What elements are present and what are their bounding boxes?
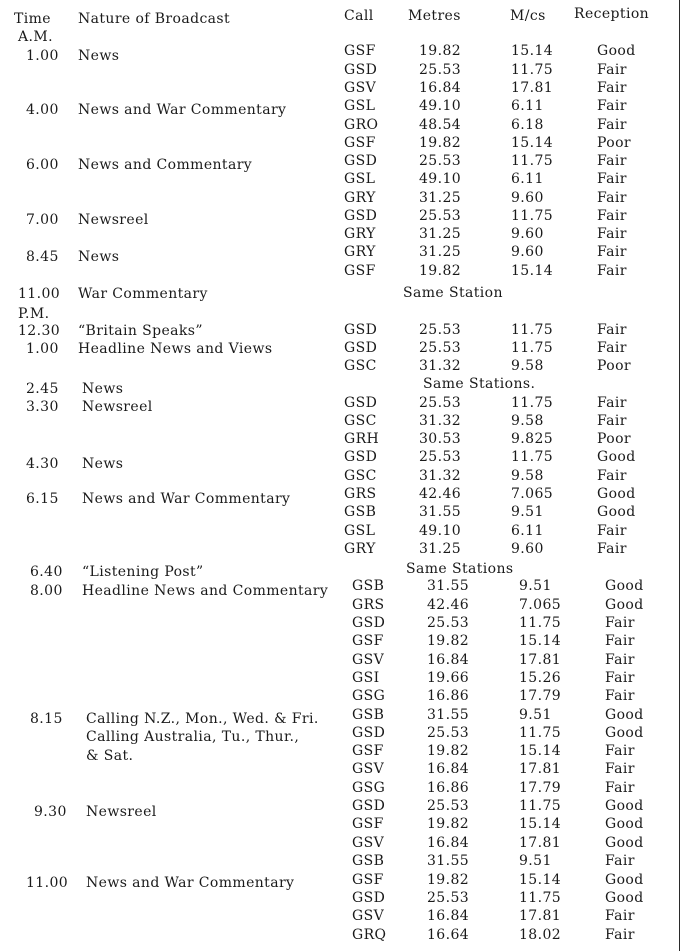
station-metres: 19.82 [419, 263, 462, 279]
station-mcs: 11.75 [519, 615, 562, 631]
programme-time: 6.15 [26, 491, 59, 507]
station-reception: Fair [605, 927, 635, 943]
station-call: GRY [344, 190, 376, 206]
station-mcs: 9.60 [511, 244, 544, 260]
station-call: GSV [352, 761, 385, 777]
station-call: GSD [352, 725, 386, 741]
programme-name: News [82, 456, 124, 472]
same-station-note: Same Stations [406, 561, 514, 577]
station-reception: Fair [597, 322, 627, 338]
station-metres: 19.82 [427, 872, 470, 888]
station-metres: 25.53 [419, 62, 462, 78]
station-mcs: 9.58 [511, 413, 544, 429]
station-reception: Fair [605, 615, 635, 631]
station-call: GSD [344, 449, 378, 465]
station-call: GRY [344, 541, 376, 557]
station-call: GSF [352, 872, 384, 888]
station-mcs: 6.18 [511, 117, 544, 133]
station-mcs: 17.79 [519, 688, 562, 704]
programme-time: 6.40 [30, 564, 63, 580]
station-call: GSB [352, 578, 385, 594]
station-reception: Fair [597, 226, 627, 242]
station-mcs: 15.14 [511, 43, 554, 59]
station-metres: 25.53 [427, 798, 470, 814]
station-reception: Fair [605, 670, 635, 686]
station-metres: 25.53 [419, 395, 462, 411]
station-metres: 25.53 [427, 615, 470, 631]
programme-time: 1.00 [26, 341, 59, 357]
station-mcs: 15.14 [519, 816, 562, 832]
station-metres: 31.55 [427, 707, 470, 723]
station-reception: Good [605, 835, 644, 851]
station-metres: 19.82 [427, 743, 470, 759]
station-reception: Fair [597, 80, 627, 96]
station-metres: 48.54 [419, 117, 462, 133]
station-mcs: 15.26 [519, 670, 562, 686]
station-reception: Fair [605, 743, 635, 759]
station-mcs: 11.75 [511, 153, 554, 169]
station-mcs: 9.51 [511, 504, 544, 520]
station-call: GSV [352, 652, 385, 668]
station-metres: 16.84 [419, 80, 462, 96]
station-metres: 31.55 [419, 504, 462, 520]
station-reception: Good [597, 504, 636, 520]
station-mcs: 11.75 [511, 395, 554, 411]
station-call: GSD [344, 153, 378, 169]
station-metres: 25.53 [419, 322, 462, 338]
station-metres: 19.82 [427, 633, 470, 649]
station-call: GSD [344, 340, 378, 356]
station-mcs: 9.58 [511, 358, 544, 374]
station-call: GSD [344, 208, 378, 224]
programme-time: 12.30 [18, 323, 61, 339]
station-metres: 25.53 [419, 449, 462, 465]
station-mcs: 7.065 [511, 486, 554, 502]
station-mcs: 17.81 [519, 761, 562, 777]
station-reception: Fair [597, 190, 627, 206]
station-reception: Fair [597, 153, 627, 169]
station-metres: 25.53 [419, 208, 462, 224]
station-mcs: 17.81 [519, 835, 562, 851]
programme-time: 3.30 [26, 399, 59, 415]
station-reception: Fair [605, 853, 635, 869]
station-mcs: 15.14 [519, 743, 562, 759]
programme-time: 6.00 [26, 157, 59, 173]
programme-name: Newsreel [82, 399, 153, 415]
station-reception: Good [605, 725, 644, 741]
station-mcs: 17.81 [519, 652, 562, 668]
station-call: GSF [352, 816, 384, 832]
station-mcs: 9.60 [511, 541, 544, 557]
programme-name: War Commentary [78, 286, 208, 302]
station-call: GSB [344, 504, 377, 520]
station-metres: 25.53 [419, 340, 462, 356]
station-mcs: 7.065 [519, 597, 562, 613]
station-reception: Fair [597, 468, 627, 484]
section-am-label: A.M. [18, 29, 53, 45]
programme-name: News and War Commentary [86, 875, 295, 891]
station-mcs: 6.11 [511, 98, 544, 114]
station-reception: Fair [597, 171, 627, 187]
programme-time: 11.00 [26, 875, 69, 891]
station-mcs: 11.75 [519, 798, 562, 814]
station-call: GSF [344, 135, 376, 151]
station-reception: Good [605, 816, 644, 832]
station-reception: Good [605, 578, 644, 594]
station-reception: Fair [597, 395, 627, 411]
programme-time: 4.00 [26, 102, 59, 118]
station-call: GSC [344, 413, 377, 429]
station-metres: 31.32 [419, 413, 462, 429]
station-reception: Poor [597, 358, 632, 374]
station-metres: 31.55 [427, 853, 470, 869]
station-call: GRO [344, 117, 379, 133]
station-reception: Fair [605, 780, 635, 796]
station-metres: 16.86 [427, 780, 470, 796]
station-mcs: 11.75 [511, 208, 554, 224]
station-call: GSV [344, 80, 377, 96]
station-call: GSD [344, 395, 378, 411]
station-metres: 31.32 [419, 358, 462, 374]
station-metres: 19.82 [427, 816, 470, 832]
programme-name: News and Commentary [78, 157, 253, 173]
header-mcs: M/cs [510, 8, 546, 24]
programme-time: 4.30 [26, 456, 59, 472]
station-reception: Fair [605, 688, 635, 704]
programme-time: 7.00 [26, 212, 59, 228]
station-call: GRY [344, 244, 376, 260]
page-edge-rule [679, 0, 680, 951]
station-mcs: 17.79 [519, 780, 562, 796]
programme-time: 1.00 [26, 48, 59, 64]
same-station-note: Same Station [403, 285, 503, 301]
station-call: GSF [352, 743, 384, 759]
station-metres: 31.25 [419, 226, 462, 242]
station-metres: 25.53 [419, 153, 462, 169]
station-reception: Poor [597, 135, 632, 151]
programme-name: Newsreel [78, 212, 149, 228]
station-reception: Good [605, 707, 644, 723]
station-reception: Fair [597, 340, 627, 356]
programme-time: 11.00 [18, 286, 61, 302]
programme-time: 8.00 [30, 583, 63, 599]
station-mcs: 17.81 [519, 908, 562, 924]
station-mcs: 9.51 [519, 707, 552, 723]
station-reception: Good [597, 449, 636, 465]
header-reception: Reception [574, 6, 650, 22]
station-call: GSL [344, 98, 376, 114]
station-metres: 31.25 [419, 190, 462, 206]
station-mcs: 18.02 [519, 927, 562, 943]
station-call: GRS [344, 486, 377, 502]
programme-name: News [82, 381, 124, 397]
station-call: GSC [344, 468, 377, 484]
station-metres: 25.53 [427, 725, 470, 741]
station-call: GSB [352, 707, 385, 723]
section-pm-label: P.M. [18, 306, 50, 322]
same-station-note: Same Stations. [423, 376, 536, 392]
station-call: GSF [352, 633, 384, 649]
station-call: GRQ [352, 927, 387, 943]
header-nature: Nature of Broadcast [78, 11, 231, 27]
station-call: GSL [344, 523, 376, 539]
station-mcs: 11.75 [519, 890, 562, 906]
station-metres: 19.82 [419, 43, 462, 59]
station-call: GSI [352, 670, 380, 686]
station-metres: 19.66 [427, 670, 470, 686]
station-call: GRS [352, 597, 385, 613]
station-metres: 49.10 [419, 98, 462, 114]
station-reception: Fair [597, 62, 627, 78]
station-mcs: 9.60 [511, 226, 544, 242]
station-reception: Good [597, 43, 636, 59]
station-metres: 49.10 [419, 523, 462, 539]
station-reception: Fair [605, 652, 635, 668]
programme-name: & Sat. [86, 748, 134, 764]
station-call: GSV [352, 835, 385, 851]
programme-name: News [78, 249, 120, 265]
station-reception: Fair [605, 761, 635, 777]
station-call: GSV [352, 908, 385, 924]
station-mcs: 15.14 [511, 135, 554, 151]
station-mcs: 15.14 [519, 872, 562, 888]
station-reception: Fair [605, 908, 635, 924]
station-reception: Fair [605, 633, 635, 649]
station-metres: 31.25 [419, 244, 462, 260]
station-metres: 30.53 [419, 431, 462, 447]
header-call: Call [344, 8, 374, 24]
station-metres: 42.46 [427, 597, 470, 613]
station-mcs: 9.51 [519, 853, 552, 869]
station-call: GSD [344, 322, 378, 338]
programme-name: Calling Australia, Tu., Thur., [86, 729, 300, 745]
programme-time: 8.15 [30, 711, 63, 727]
programme-name: Newsreel [86, 804, 157, 820]
programme-time: 9.30 [34, 804, 67, 820]
programme-name: News and War Commentary [82, 491, 291, 507]
station-metres: 16.84 [427, 761, 470, 777]
station-mcs: 15.14 [511, 263, 554, 279]
station-call: GSD [352, 798, 386, 814]
programme-name: Headline News and Views [78, 341, 273, 357]
programme-name: “Listening Post” [82, 564, 204, 580]
station-call: GSD [344, 62, 378, 78]
station-metres: 31.25 [419, 541, 462, 557]
station-reception: Good [605, 890, 644, 906]
station-call: GSG [352, 780, 386, 796]
station-reception: Good [605, 597, 644, 613]
station-mcs: 9.51 [519, 578, 552, 594]
station-reception: Fair [597, 413, 627, 429]
station-call: GSG [352, 688, 386, 704]
station-mcs: 6.11 [511, 171, 544, 187]
station-metres: 16.84 [427, 835, 470, 851]
programme-name: News and War Commentary [78, 102, 287, 118]
station-call: GSD [352, 615, 386, 631]
station-metres: 16.84 [427, 652, 470, 668]
station-call: GSF [344, 263, 376, 279]
station-mcs: 9.60 [511, 190, 544, 206]
station-call: GSB [352, 853, 385, 869]
station-reception: Good [605, 872, 644, 888]
station-reception: Fair [597, 208, 627, 224]
programme-time: 8.45 [26, 249, 59, 265]
station-metres: 16.64 [427, 927, 470, 943]
station-mcs: 11.75 [511, 449, 554, 465]
station-reception: Fair [597, 263, 627, 279]
station-call: GSF [344, 43, 376, 59]
station-mcs: 9.825 [511, 431, 554, 447]
station-reception: Fair [597, 244, 627, 260]
station-mcs: 11.75 [511, 322, 554, 338]
station-mcs: 9.58 [511, 468, 544, 484]
station-metres: 16.86 [427, 688, 470, 704]
station-call: GRY [344, 226, 376, 242]
station-reception: Good [605, 798, 644, 814]
station-metres: 16.84 [427, 908, 470, 924]
station-call: GSD [352, 890, 386, 906]
station-mcs: 17.81 [511, 80, 554, 96]
programme-name: Calling N.Z., Mon., Wed. & Fri. [86, 711, 319, 727]
programme-time: 2.45 [26, 381, 59, 397]
station-call: GSL [344, 171, 376, 187]
header-time: Time [14, 11, 51, 27]
station-call: GRH [344, 431, 380, 447]
station-mcs: 15.14 [519, 633, 562, 649]
station-metres: 31.32 [419, 468, 462, 484]
station-reception: Fair [597, 541, 627, 557]
station-call: GSC [344, 358, 377, 374]
station-mcs: 6.11 [511, 523, 544, 539]
station-metres: 49.10 [419, 171, 462, 187]
programme-name: Headline News and Commentary [82, 583, 329, 599]
programme-name: News [78, 48, 120, 64]
station-reception: Fair [597, 98, 627, 114]
station-metres: 25.53 [427, 890, 470, 906]
station-mcs: 11.75 [511, 62, 554, 78]
station-metres: 19.82 [419, 135, 462, 151]
header-metres: Metres [408, 8, 461, 24]
station-reception: Fair [597, 117, 627, 133]
station-mcs: 11.75 [519, 725, 562, 741]
station-reception: Fair [597, 523, 627, 539]
station-reception: Poor [597, 431, 632, 447]
programme-name: “Britain Speaks” [78, 323, 203, 339]
station-metres: 42.46 [419, 486, 462, 502]
station-mcs: 11.75 [511, 340, 554, 356]
station-metres: 31.55 [427, 578, 470, 594]
station-reception: Good [597, 486, 636, 502]
